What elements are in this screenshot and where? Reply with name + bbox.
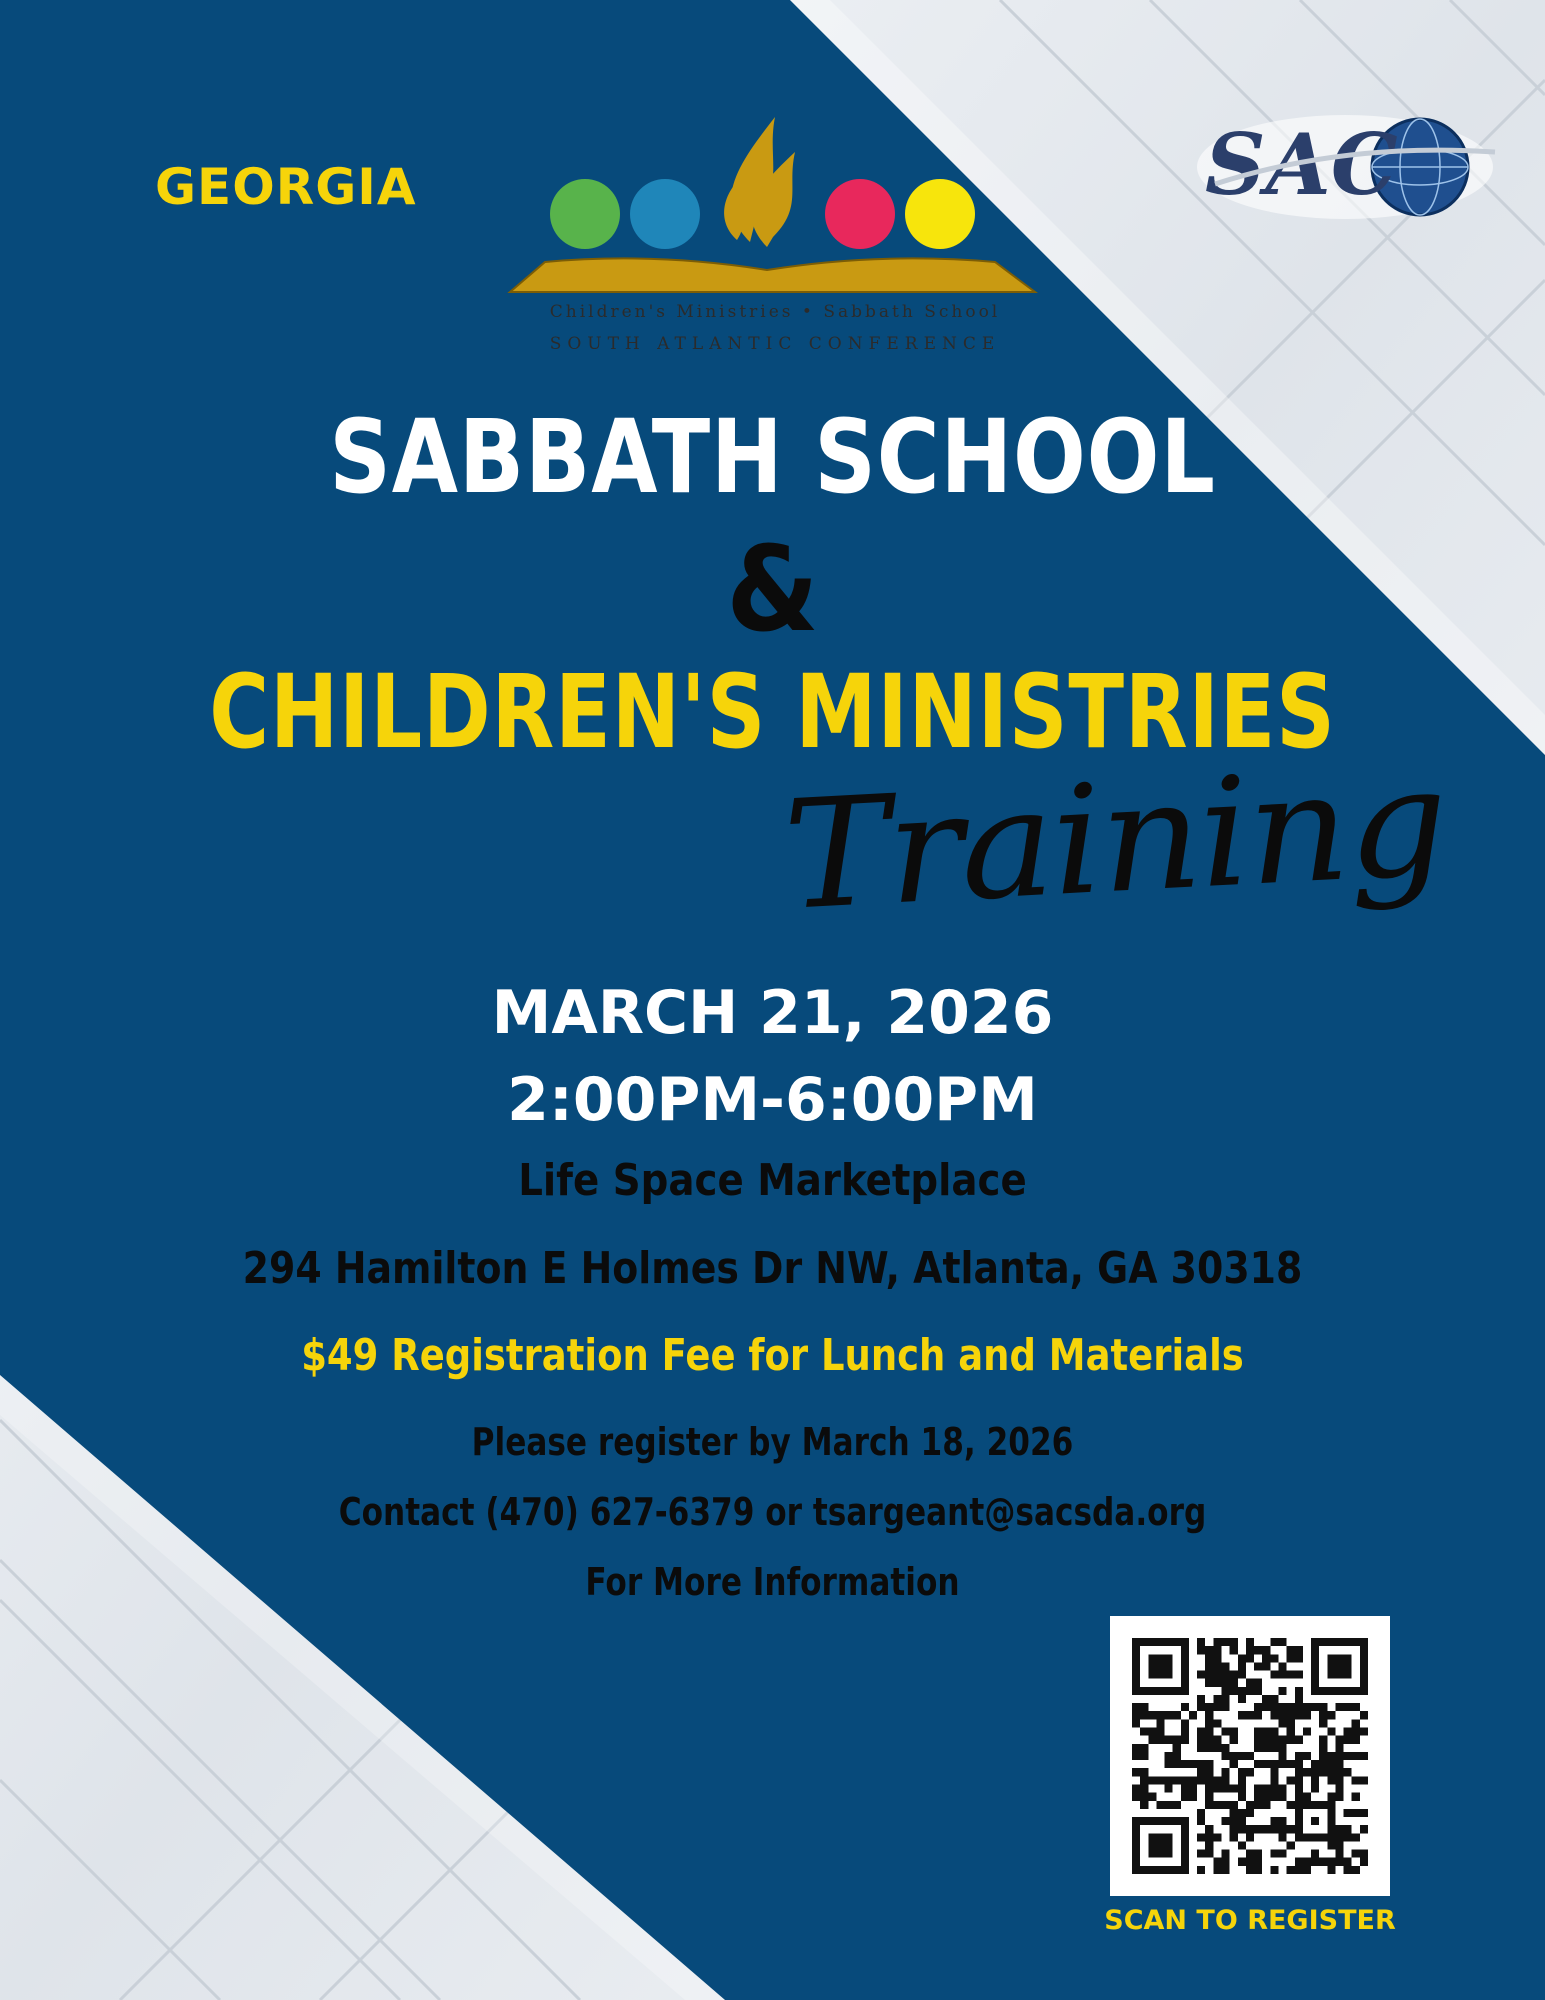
open-book-icon [510, 258, 1035, 292]
title-training-script: Training [780, 735, 1451, 944]
contact-info: Contact (470) 627-6379 or tsargeant@sacsda.org [338, 1490, 1207, 1534]
title-ampersand: & [726, 520, 819, 658]
red-dot-icon [825, 179, 895, 249]
event-time: 2:00PM-6:00PM [507, 1065, 1038, 1135]
state-label: GEORGIA [155, 158, 417, 216]
event-date: MARCH 21, 2026 [491, 978, 1054, 1048]
title-sabbath-school: SABBATH SCHOOL [329, 398, 1216, 517]
ministries-logo [505, 112, 1045, 362]
logo-line-conference: SOUTH ATLANTIC CONFERENCE [549, 334, 1001, 354]
event-address: 294 Hamilton E Holmes Dr NW, Atlanta, GA 30318 [242, 1243, 1303, 1294]
blue-dot-icon [630, 179, 700, 249]
scan-to-register-label: SCAN TO REGISTER [1104, 1905, 1396, 1936]
registration-deadline: Please register by March 18, 2026 [471, 1420, 1074, 1464]
flame-icon [724, 117, 795, 247]
sac-conference-logo [1195, 112, 1500, 222]
registration-fee: $49 Registration Fee for Lunch and Materials [301, 1330, 1244, 1381]
event-venue: Life Space Marketplace [518, 1155, 1027, 1206]
more-information: For More Information [585, 1560, 960, 1604]
sac-logo-text: SAC [1205, 115, 1398, 214]
yellow-dot-icon [905, 179, 975, 249]
qr-code-icon [1132, 1638, 1368, 1874]
title-childrens-ministries: CHILDREN'S MINISTRIES [209, 653, 1336, 772]
green-dot-icon [550, 179, 620, 249]
registration-qr-code[interactable] [1110, 1616, 1390, 1896]
logo-line-ministries: Children's Ministries • Sabbath School [549, 302, 1001, 322]
